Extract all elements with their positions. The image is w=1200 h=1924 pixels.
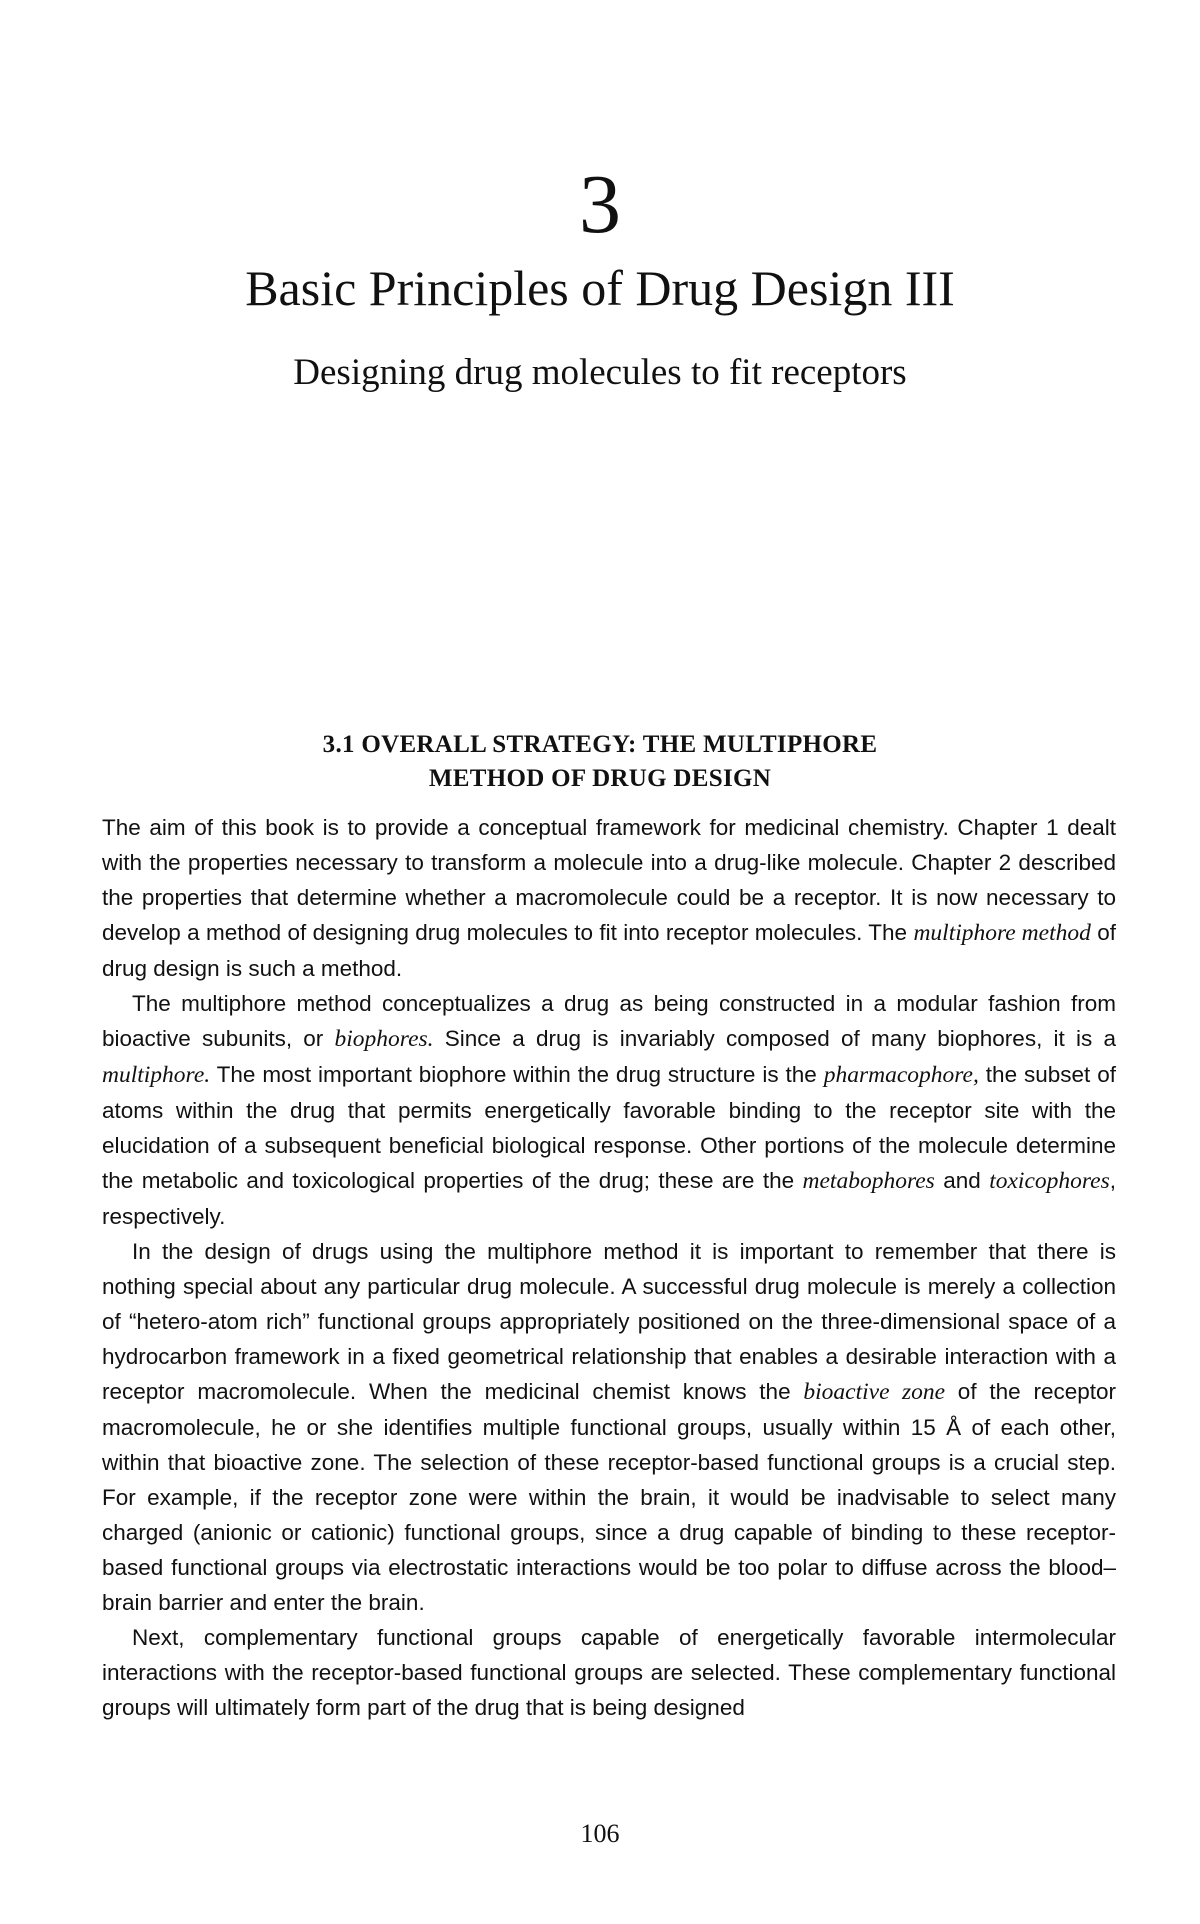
chapter-title: Basic Principles of Drug Design III [245,260,955,316]
chapter-number: 3 [579,158,621,251]
term-bioactive-zone: bioactive zone [803,1379,946,1405]
page-number: 106 [580,1819,620,1848]
body-text [102,810,1116,1725]
section-heading [100,728,1100,796]
section-heading-line-2: METHOD OF DRUG DESIGN [428,765,772,792]
paragraph-2-text-f: , respectively. [102,1168,1116,1229]
chapter-subtitle: Designing drug molecules to fit receptors [293,352,907,393]
paragraph-2-text-d: the subset of atoms within the drug that permits energetically favorable binding to the receptor site with the elucidation of a subsequent beneficial biological response. Other portions of the molecule determine the metabolic and toxicological properties of the drug; these are the [102,1062,1116,1193]
term-multiphore-method: multiphore method [913,920,1091,946]
paragraph-4-text-a: Next, complementary functional groups capable of energetically favorable intermolecular interactions with the receptor-based functional groups are selected. These complementary functional groups will ultimately form part of the drug that is being designed [102,1625,1116,1720]
paragraph-1-text-b: of drug design is such a method. [102,920,1116,981]
paragraph-3 [102,1234,1116,1620]
paragraph-2-text-a: The multiphore method conceptualizes a drug as being constructed in a modular fashion from bioactive subunits, or [102,991,1116,1051]
term-multiphore: multiphore. [102,1062,211,1088]
term-toxicophores: toxicophores [989,1168,1110,1194]
paragraph-2-text-e: and [934,1168,990,1193]
paragraph-2-text-c: The most important biophore within the drug structure is the [210,1062,824,1087]
term-biophores: biophores. [334,1026,434,1052]
paragraph-3-text-b: of the receptor macromolecule, he or she identifies multiple functional groups, usually within 15 Å of each other, within that bioactive zone. The selection of these receptor-based functional groups is a crucial step. For example, if the receptor zone were within the brain, it would be inadvisable to select many charged (anionic or cationic) functional groups, since a drug capable of binding to these receptor-based functional groups via electrostatic interactions would be too polar to diffuse across the blood–brain barrier and enter the brain. [102,1379,1116,1615]
term-pharmacophore: pharmacophore, [823,1062,979,1088]
paragraph-1-text-a: The aim of this book is to provide a conceptual framework for medicinal chemistry. Chapter 1 dealt with the properties necessary to transform a molecule into a drug-like molecule. Chapter 2 described the properties that determine whether a macromolecule could be a receptor. It is now necessary to develop a method of designing drug molecules to fit into receptor molecules. The [102,815,1116,945]
paragraph-4 [102,1620,1116,1725]
paragraph-2-text-b: Since a drug is invariably composed of many biophores, it is a [433,1026,1116,1051]
paragraph-1 [102,810,1116,986]
paragraph-2 [102,986,1116,1234]
term-metabophores: metabophores [802,1168,935,1194]
section-heading-line-1: 3.1 OVERALL STRATEGY: THE MULTIPHORE [322,731,878,758]
paragraph-3-text-a: In the design of drugs using the multiphore method it is important to remember that there is nothing special about any particular drug molecule. A successful drug molecule is merely a collection of “hetero-atom rich” functional groups appropriately positioned on the three-dimensional space of a hydrocarbon framework in a fixed geometrical relationship that enables a desirable interaction with a receptor macromolecule. When the medicinal chemist knows the [102,1239,1116,1404]
